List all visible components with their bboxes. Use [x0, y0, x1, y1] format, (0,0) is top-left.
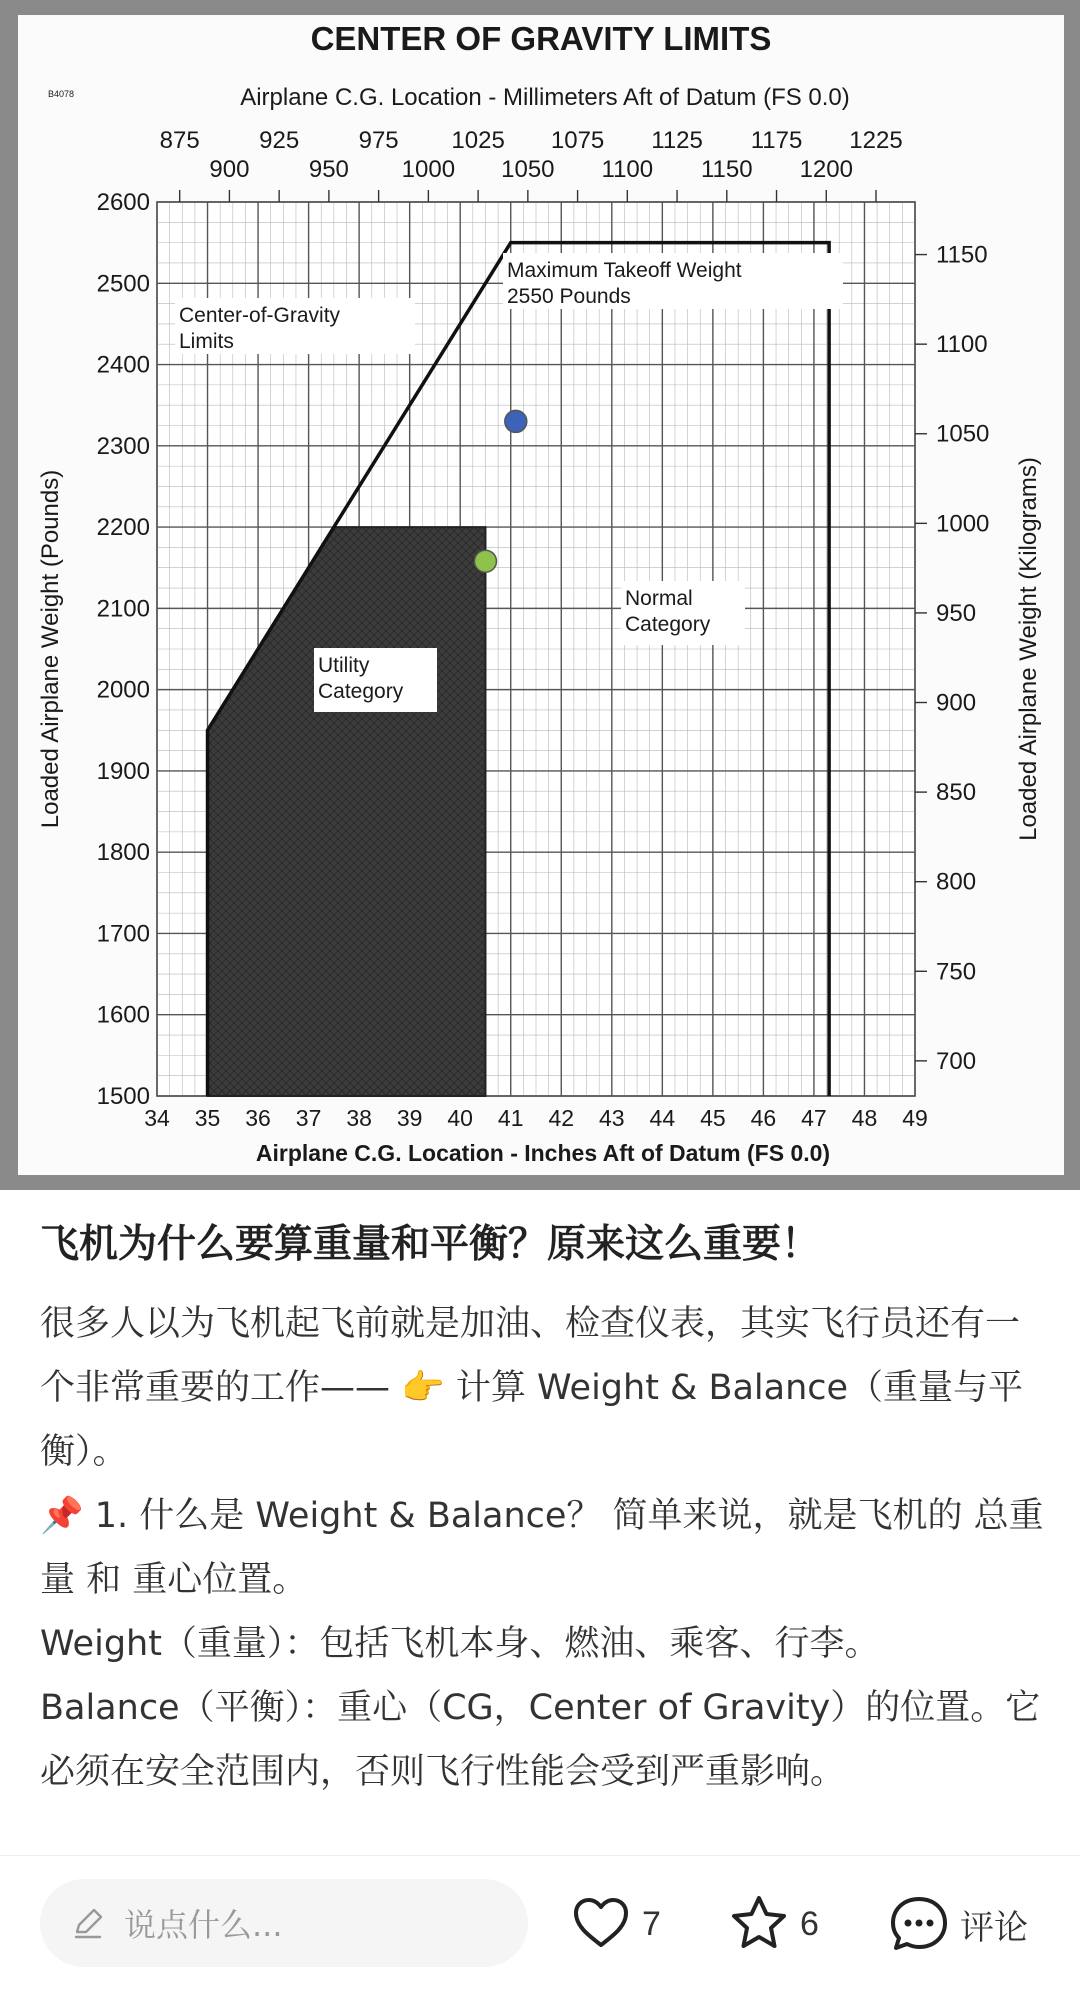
- y2-tick-label: 1000: [936, 510, 990, 538]
- paragraph-weight: Weight（重量）：包括飞机本身、燃油、乘客、行李。: [40, 1624, 880, 1664]
- cg-limits-note-text: Center-of-Gravity: [179, 304, 341, 327]
- y-tick-label: 2600: [96, 189, 150, 216]
- utility-note-text: Utility: [318, 654, 370, 677]
- x-top-label: Airplane C.G. Location - Millimeters Aft of Datum (FS 0.0): [240, 84, 850, 111]
- post-content: [0, 1190, 1080, 1855]
- data-point-2[interactable]: [474, 550, 496, 572]
- x-tick-label: 39: [396, 1105, 423, 1131]
- y-tick-label: 2500: [96, 270, 150, 298]
- y-axis-label: Loaded Airplane Weight (Pounds): [37, 469, 64, 829]
- y2-axis-label: Loaded Airplane Weight (Kilograms): [1015, 457, 1042, 841]
- max-takeoff-note-text: 2550 Pounds: [507, 285, 631, 308]
- y-tick-label: 1600: [96, 1001, 150, 1029]
- cg-limits-note-text: Limits: [179, 330, 234, 353]
- paragraph-what-is-text: 1. 什么是 Weight & Balance？ 简单来说，就是飞机的 总重量 和 重心位置。: [40, 1496, 1044, 1600]
- post-body: [40, 1292, 1045, 1804]
- bottom-action-bar: [0, 1855, 1080, 2007]
- x-tick-label: 45: [700, 1105, 726, 1131]
- paragraph-balance: Balance（平衡）：重心（CG，Center of Gravity）的位置。它必须在安全范围内，否则飞行性能会受到严重影响。: [40, 1688, 1041, 1792]
- normal-note-text: Normal: [625, 587, 693, 610]
- y2-tick-label: 900: [936, 689, 977, 717]
- cg-limits-chart: [18, 15, 1064, 1175]
- chart-title: CENTER OF GRAVITY LIMITS: [310, 20, 772, 57]
- x-tick-label: 49: [902, 1105, 928, 1131]
- paragraph-intro-text-b: 计算 Weight & Balance（重量与平衡）。: [40, 1368, 1024, 1472]
- y2-tick-label: 1100: [936, 331, 988, 359]
- x-tick-label: 48: [851, 1105, 878, 1131]
- x-tick-label: 35: [194, 1105, 221, 1131]
- comment-placeholder: 说点什么...: [124, 1906, 283, 1944]
- x-tick-label: 47: [801, 1105, 827, 1131]
- favorite-count: 6: [800, 1904, 819, 1943]
- paragraph-intro-text-a: 很多人以为飞机起飞前就是加油、检查仪表，其实飞行员还有一个非常重要的工作——: [40, 1304, 1021, 1408]
- y2-tick-label: 950: [936, 599, 977, 627]
- y-tick-label: 2300: [96, 432, 150, 460]
- x-top-tick-upper: 1175: [750, 127, 803, 154]
- y2-tick-label: 750: [936, 958, 977, 986]
- post-title: 飞机为什么要算重量和平衡？原来这么重要！: [40, 1222, 821, 1267]
- x-tick-label: 42: [548, 1105, 575, 1131]
- x-tick-label: 34: [144, 1105, 170, 1131]
- y2-tick-label: 800: [936, 868, 977, 896]
- comment-button[interactable]: [888, 1894, 1028, 1954]
- star-icon: [728, 1893, 790, 1955]
- y-tick-label: 2000: [96, 676, 150, 704]
- y-tick-label: 1700: [96, 920, 150, 948]
- like-count: 7: [642, 1904, 661, 1943]
- x-top-tick-upper: 875: [159, 127, 200, 154]
- x-top-tick-upper: 1125: [651, 127, 703, 154]
- x-top-tick-upper: 975: [358, 127, 399, 154]
- pencil-icon: [70, 1905, 106, 1941]
- x-top-tick-upper: 925: [259, 127, 300, 154]
- y-tick-label: 2400: [96, 351, 150, 379]
- x-tick-label: 36: [245, 1105, 271, 1131]
- y-tick-label: 2100: [96, 595, 150, 623]
- utility-note-text: Category: [318, 680, 404, 703]
- y-tick-label: 2200: [96, 514, 150, 542]
- y2-tick-label: 1150: [936, 241, 988, 269]
- x-tick-label: 46: [750, 1105, 777, 1131]
- pushpin-icon: 📌: [40, 1496, 84, 1536]
- paragraph-what-is: [40, 1484, 1045, 1612]
- x-top-tick-lower: 1150: [700, 156, 753, 183]
- normal-note-text: Category: [625, 613, 711, 636]
- like-button[interactable]: [570, 1894, 661, 1954]
- x-top-tick-upper: 1075: [550, 127, 605, 154]
- chart-code: B4078: [48, 89, 75, 99]
- comment-label: 评论: [960, 1908, 1028, 1947]
- x-top-tick-upper: 1025: [451, 127, 505, 154]
- max-takeoff-note-text: Maximum Takeoff Weight: [507, 259, 742, 282]
- data-point-1[interactable]: [505, 410, 527, 432]
- y-tick-label: 1900: [96, 757, 150, 785]
- chart-image[interactable]: [18, 15, 1064, 1175]
- x-tick-label: 41: [497, 1105, 524, 1131]
- x-tick-label: 40: [447, 1105, 473, 1131]
- y2-tick-label: 1050: [936, 420, 990, 448]
- x-top-tick-upper: 1225: [849, 127, 903, 154]
- x-top-tick-lower: 1050: [501, 156, 555, 183]
- x-top-tick-lower: 1200: [799, 156, 853, 183]
- x-top-tick-lower: 900: [209, 156, 250, 183]
- x-tick-label: 44: [649, 1105, 676, 1131]
- y-tick-label: 1800: [96, 839, 150, 867]
- y2-tick-label: 700: [936, 1047, 977, 1075]
- x-tick-label: 43: [599, 1105, 625, 1131]
- paragraph-intro: [40, 1292, 1045, 1484]
- x-axis-label: Airplane C.G. Location - Inches Aft of Datum (FS 0.0): [255, 1140, 831, 1166]
- pointing-hand-icon: 👉: [401, 1368, 445, 1408]
- x-top-tick-lower: 1000: [401, 156, 456, 183]
- favorite-button[interactable]: [728, 1894, 819, 1954]
- comment-input[interactable]: [40, 1879, 528, 1967]
- y2-tick-label: 850: [936, 779, 977, 807]
- x-top-tick-lower: 1100: [601, 156, 654, 183]
- x-top-tick-lower: 950: [308, 156, 349, 183]
- y-tick-label: 1500: [96, 1083, 150, 1110]
- chat-bubble-icon: [888, 1893, 950, 1955]
- heart-icon: [570, 1893, 632, 1955]
- x-tick-label: 38: [346, 1105, 372, 1131]
- x-tick-label: 37: [295, 1105, 322, 1131]
